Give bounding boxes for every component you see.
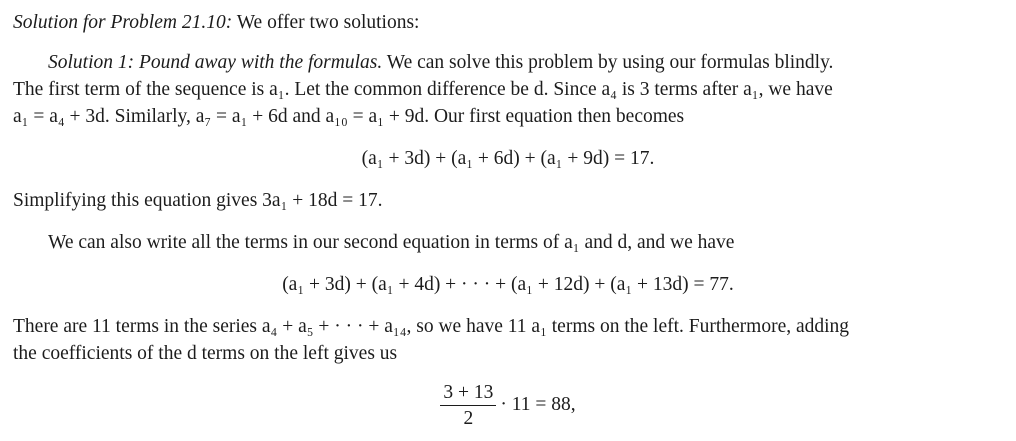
fraction-denominator: 2 [463,408,474,429]
equation-2: (a₁ + 3d) + (a₁ + 4d) + · · · + (a₁ + 12d) + (a₁ + 13d) = 77. [282,274,734,295]
paragraph-simplify: Simplifying this equation gives 3a₁ + 18d = 17. [13,190,383,211]
fraction-numerator: 3 + 13 [440,380,496,406]
solution-heading-text: We offer two solutions: [236,12,420,33]
equation-3 [0,380,1016,431]
equation-3-rest: · 11 = 88, [500,393,576,415]
fraction [440,380,496,431]
solution-1-title: Solution 1: Pound away with the formulas. [48,52,383,73]
solution-1-line-1 [48,49,833,76]
solution-heading [13,9,419,36]
paragraph-second-equation: We can also write all the terms in our second equation in terms of a₁ and d, and we have [48,232,735,253]
solution-1-line-3: a₁ = a₄ + 3d. Similarly, a₇ = a₁ + 6d and a₁₀ = a₁ + 9d. Our first equation then becomes [13,106,685,127]
equation-1: (a₁ + 3d) + (a₁ + 6d) + (a₁ + 9d) = 17. [361,148,655,169]
solution-1-line-2: The first term of the sequence is a₁. Let the common difference be d. Since a₄ is 3 terms after a₁, we have [13,79,833,100]
solution-heading-label: Solution for Problem 21.10: [13,12,233,33]
solution-1-intro: We can solve this problem by using our formulas blindly. [386,52,834,73]
paragraph-terms-line-2: the coefficients of the d terms on the left gives us [13,343,398,364]
paragraph-terms-line-1: There are 11 terms in the series a₄ + a₅ + · · · + a₁₄, so we have 11 a₁ terms on the left. Furthermore, adding [13,316,850,337]
